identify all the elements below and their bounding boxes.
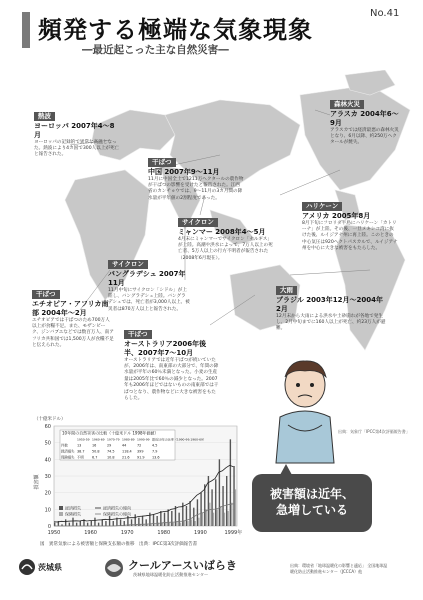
chart-bar-economic [94,518,95,526]
chart-table-cell: 118.4 [122,449,132,454]
event-usa-hurricane [302,202,398,253]
chart-ytick-label: 20 [44,490,51,497]
event-desc: エチオピアでは干ばつのため700万人以上が食糧不足。また、モザンビーク、ジンバブエなどでは数百万人、南アフリカ共和国では1,500万人が食糧不足と伝えられた。 [32,317,114,349]
event-tag: 干ばつ [32,290,60,299]
event-place: アメリカ 2005年8月 [302,211,371,220]
event-place: オーストラリア2006年後半、2007年7～10月 [124,339,207,357]
chart-bar-insured [165,523,166,526]
chart-bar-insured [220,506,221,526]
event-alaska-wildfire [330,100,400,147]
chart-ytick-label: 0 [47,524,51,530]
event-tag: 干ばつ [124,330,152,339]
chart-bar-economic [197,499,198,526]
chart-bar-economic [109,516,110,526]
chart-bar-economic [164,513,165,526]
event-place: アラスカ 2004年6～9月 [330,109,399,127]
event-place: ヨーロッパ 2007年4～8月 [34,121,115,139]
chart-bar-insured [224,513,225,526]
event-china-drought [148,158,244,202]
callout-bubble [252,474,372,532]
prefecture-name: 茨城県 [38,563,62,572]
chart-table-cell: 72 [137,443,142,448]
chart-bar-economic [87,523,88,526]
chart-xtick-label: 1950 [47,530,61,536]
chart-bar-insured [191,519,192,526]
chart-table-header: 1980-89 [122,437,135,442]
event-desc: 11月中旬にサイクロン「シドル」が上陸し、バングラデシュ上陸。バングラデシュでは、死亡者が3,000人以上、被災者は870万人以上と報告された。 [108,287,190,312]
page-title: 頻発する極端な気象現象 [38,16,313,44]
event-tag: 大雨 [276,286,297,295]
org-subtitle: 茨城県地球温暖化防止活動推進センター [133,572,209,577]
chart-table-cell: 13.6 [152,455,160,460]
event-place: バングラデシュ 2007年11月 [108,269,186,287]
chart-bar-economic [230,439,231,526]
chart-bar-insured [180,523,181,526]
chart-table-cell: 件数 [61,443,68,448]
chart-bar-economic [153,514,154,526]
chart-table-header: 1950-59 [77,437,90,442]
chart-table-cell: 38.7 [77,449,85,454]
chart-bar-economic [105,521,106,526]
event-desc: 4月末にミャンマーでサイクロン「ナルギス」が上陸。高潮や洪水によって、7万人以上の死亡者、5万人以上の行方不明者が報告された（2008年6月現在）。 [178,236,273,261]
chart-table-cell: 16 [92,443,97,448]
chart-legend-swatch [59,506,63,510]
event-place: エチオピア・アフリカ南部 2004年～2月 [32,299,109,317]
chart-legend-trend-label: 保険損失の傾向 [103,511,131,517]
chart-bar-insured [183,521,184,526]
chart-table-cell: 29 [107,443,112,448]
chart-bar-economic [167,509,168,526]
chart-bar-economic [189,501,190,526]
chart-bar-insured [151,524,152,526]
chart-legend-swatch [59,512,63,516]
chart-bar-insured [187,521,188,526]
chart-table-cell: 経済損失 [61,449,75,454]
chart-table-cell: 44 [122,443,127,448]
chart-bar-economic [138,518,139,526]
chart-table-cell: 不明 [77,455,84,460]
chart-bar-economic [65,519,66,526]
chart-bar-insured [227,511,228,526]
event-africa-drought [32,290,114,350]
event-place: ブラジル 2003年12月～2004年2月 [276,295,383,313]
callout-tail [280,464,292,475]
event-tag: サイクロン [178,218,218,227]
chart-bar-insured [194,521,195,526]
chart-legend-label: 保険損失 [65,511,81,517]
callout-line1: 被害額は近年、 [269,487,354,501]
damage-chart [32,412,245,540]
event-desc: ヨーロッパの記録的で異常な高温となった。熱波により4カ国で300人以上が死亡と報告された。 [34,139,120,158]
chart-bar-insured [154,524,155,526]
chart-caption: 図 異常気象による被害額と保険支払額の推移 出典：IPCC第3次評価報告書 [40,542,198,547]
event-desc: アラスカでは経済最悪の森林火災となり、6月以降、約250万ヘクタールが焼失。 [330,127,399,146]
callout-line2: 急増している [275,503,348,517]
chart-ytick-label: 10 [44,507,51,514]
footer-credits: 出典：環境省「地球温暖化の影響と適応」 全国地球温暖化防止活動推進センター（JCCCA）他 [290,563,388,574]
chart-xtick-label: 1980 [157,530,171,536]
chart-bar-economic [178,513,179,526]
chart-bar-economic [175,506,176,526]
chart-bar-insured [216,509,217,526]
event-tag: サイクロン [108,260,148,269]
event-place: ミャンマー 2008年4～5月 [178,227,266,236]
chart-table-cell: 4.5 [152,443,158,448]
chart-bar-economic [146,519,147,526]
chart-bar-economic [91,521,92,526]
chart-table-cell: 7.9 [152,449,158,454]
chart-bar-insured [147,524,148,526]
chart-ytick-label: 60 [44,424,51,430]
chart-bar-insured [202,513,203,526]
chart-table-header: 最近10年の比率（1990-99:1960-69） [152,437,206,442]
chart-table-cell: 74.5 [107,449,115,454]
chart-bar-economic [200,493,201,526]
chart-bar-economic [54,523,55,526]
event-desc: 8月下旬にフロリダ半島にハリケーン「カトリーナ」が上陸。その後、一旦メキシコ湾に抜けた後、ルイジアナ州に再上陸。このときの中心気圧は920ヘクトパスカルで、ルイジアナ州を中心に大きな被害をもたらした。 [302,220,398,252]
chart-table-header: 1960-69 [92,437,105,442]
chart-bar-economic [171,511,172,526]
chart-table-cell: 399 [137,449,144,454]
chart-ytick-label: 40 [44,457,51,464]
chart-bar-economic [113,521,114,526]
event-desc: 11月に中国全土で1211万ヘクタールの農作物が干ばつの影響を受けたと報告された。江西省のカンチョウでは、9～11月の3カ月間の降水量が平年値の2割程度であった。 [148,176,244,201]
event-tag: ハリケーン [302,202,342,211]
chart-bar-economic [80,521,81,526]
chart-table-cell: 13 [77,443,82,448]
event-place: 中国 2007年9～11月 [148,167,220,176]
event-desc: 12月末から大雨による洪水や土砂崩れが各地で発生し、2月中旬までに160人以上が死亡、約23万人が避難。 [276,313,386,332]
chart-bar-insured [213,513,214,526]
event-europe-heatwave [34,112,120,159]
chart-legend-trend-label: 経済損失の傾向 [103,505,131,511]
worried-person-illustration [260,355,350,465]
chart-bar-insured [169,523,170,526]
chart-table-cell: 21.6 [122,455,130,460]
chart-bar-economic [69,523,70,526]
cool-earth-logo-icon [104,558,124,578]
chart-y-vertical-label: 損害額 [34,474,40,490]
chart-bar-insured [173,523,174,526]
title-bar-accent [22,12,30,48]
chart-bar-insured [198,518,199,526]
page-subtitle: ―最近起こった主な自然災害― [82,44,229,56]
chart-bar-economic [219,459,220,526]
map-source: 出典：気象庁「IPCC第4次評価報告書」 [338,429,410,434]
chart-bar-economic [156,516,157,526]
chart-table-cell: 91.9 [137,455,145,460]
chart-table-cell: 6.7 [92,455,98,460]
event-brazil-rain [276,286,386,333]
chart-xtick-label: 1960 [84,530,97,536]
event-tag: 森林火災 [330,100,364,109]
chart-ylabel: （十億米ドル） [34,417,66,422]
chart-bar-economic [76,523,77,526]
chart-ytick-label: 50 [44,440,51,447]
chart-bar-economic [233,466,234,526]
chart-table-header: 1970-79 [107,437,120,442]
chart-bar-economic [160,511,161,526]
chart-bar-economic [186,506,187,526]
chart-xtick-label: 1999年 [224,530,243,536]
chart-bar-economic [72,518,73,526]
chart-table-cell: 10.8 [107,455,115,460]
event-australia-drought [124,330,220,402]
chart-xtick-label: 1970 [120,530,134,536]
chart-bar-insured [209,503,210,526]
chart-table-cell: 保険損失 [61,455,75,460]
chart-bar-economic [102,519,103,526]
chart-xtick-label: 1990 [194,530,207,536]
chart-bar-economic [215,479,216,526]
chart-table-header: 1990-99 [137,437,150,442]
ibaraki-logo-icon [18,558,36,576]
chart-bar-insured [235,489,236,526]
event-desc: オーストラリアでは近年干ばつが続いていたが、2006年は、南東部の大部分で、年間の降水量が平年の60％未満となった。小麦の生産量は2005年比で60％の減少となった。2007年も2006年ほどではないものの南東部では干ばつとなり、農作物などに大きな被害をもたらした。 [124,357,219,401]
chart-table-cell: 50.8 [92,449,100,454]
chart-bar-economic [208,476,209,526]
chart-bar-insured [231,503,232,526]
chart-bar-economic [120,519,121,526]
chart-bar-insured [205,509,206,526]
event-bangladesh-cyclone [108,260,190,313]
page-number: No.41 [370,8,400,19]
chart-bar-economic [98,523,99,526]
chart-bar-economic [204,484,205,526]
event-myanmar-cyclone [178,218,274,262]
event-tag: 干ばつ [148,158,176,167]
chart-bar-economic [226,476,227,526]
chart-table-title: 10年間の自然災害の比較（十億米ドル 1998年価値） [62,430,159,436]
chart-bar-economic [211,489,212,526]
org-name: クールアースいばらき [128,559,237,572]
chart-ytick-label: 30 [44,474,51,480]
chart-legend-label: 経済損失 [65,505,81,511]
event-tag: 熱波 [34,112,55,121]
